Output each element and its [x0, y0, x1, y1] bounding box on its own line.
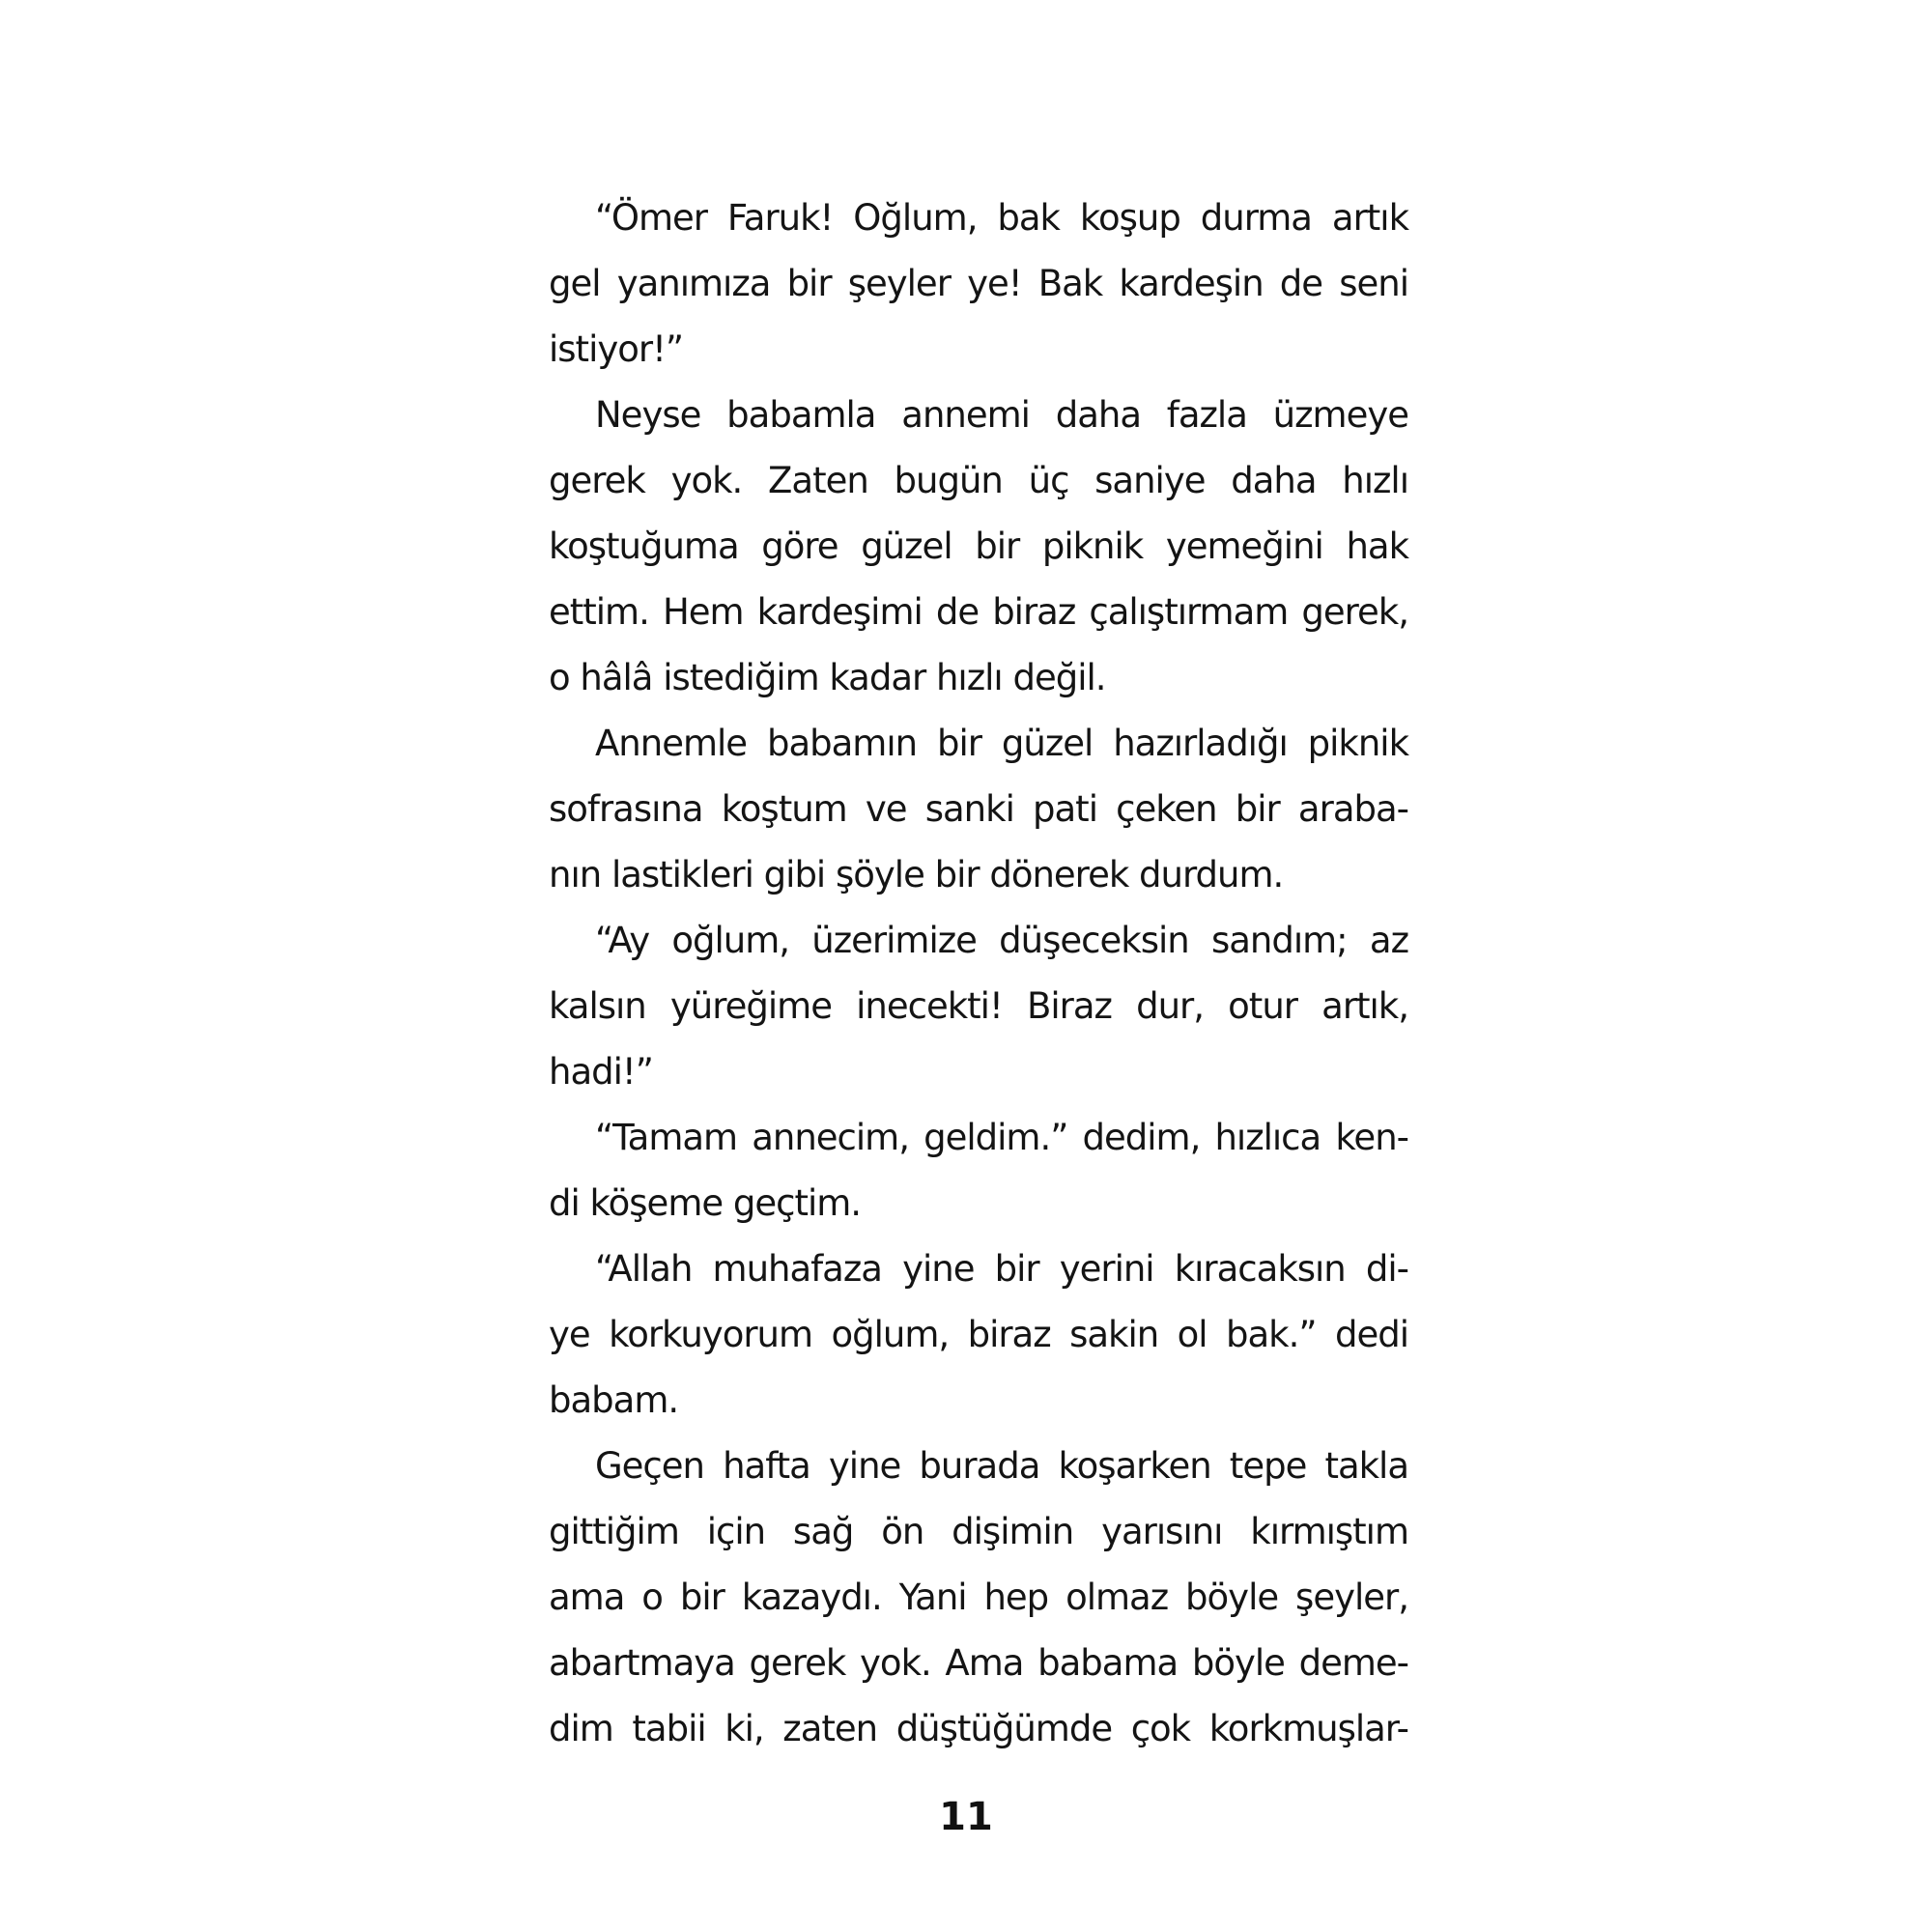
text-line: Annemle babamın bir güzel hazırladığı piknik — [595, 723, 1408, 764]
text-line: “Allah muhafaza yine bir yerini kıracaksın di- — [595, 1248, 1408, 1290]
text-line: abartmaya gerek yok. Ama babama böyle deme- — [549, 1642, 1408, 1684]
text-line: “Tamam annecim, geldim.” dedim, hızlıca ken- — [595, 1117, 1408, 1158]
text-line: ama o bir kazaydı. Yani hep olmaz böyle şeyler, — [549, 1577, 1408, 1618]
text-line: gerek yok. Zaten bugün üç saniye daha hızlı — [549, 460, 1408, 501]
text-line: “Ay oğlum, üzerimize düşeceksin sandım; az — [595, 920, 1408, 961]
story-text — [549, 185, 1408, 1762]
text-line: hadi!” — [549, 1051, 653, 1093]
text-line: kalsın yüreğime inecekti! Biraz dur, otur artık, — [549, 985, 1408, 1027]
text-line: sofrasına koştum ve sanki pati çeken bir araba- — [549, 788, 1408, 830]
text-line: babam. — [549, 1379, 679, 1421]
text-line: istiyor!” — [549, 328, 684, 370]
text-line: nın lastikleri gibi şöyle bir dönerek durdum. — [549, 854, 1284, 895]
text-line: di köşeme geçtim. — [549, 1182, 862, 1224]
text-line: gel yanımıza bir şeyler ye! Bak kardeşin de seni — [549, 263, 1408, 304]
text-line: gittiğim için sağ ön dişimin yarısını kırmıştım — [549, 1511, 1408, 1552]
page-number: 11 — [939, 1795, 993, 1839]
text-line: Geçen hafta yine burada koşarken tepe takla — [595, 1445, 1408, 1487]
text-line: “Ömer Faruk! Oğlum, bak koşup durma artık — [595, 197, 1408, 239]
text-line: dim tabii ki, zaten düştüğümde çok korkmuşlar- — [549, 1708, 1408, 1749]
text-line: koştuğuma göre güzel bir piknik yemeğini hak — [549, 526, 1408, 567]
text-line: ettim. Hem kardeşimi de biraz çalıştırmam gerek, — [549, 591, 1408, 633]
text-line: ye korkuyorum oğlum, biraz sakin ol bak.” dedi — [549, 1314, 1408, 1355]
text-line: Neyse babamla annemi daha fazla üzmeye — [595, 394, 1408, 436]
text-line: o hâlâ istediğim kadar hızlı değil. — [549, 657, 1106, 698]
